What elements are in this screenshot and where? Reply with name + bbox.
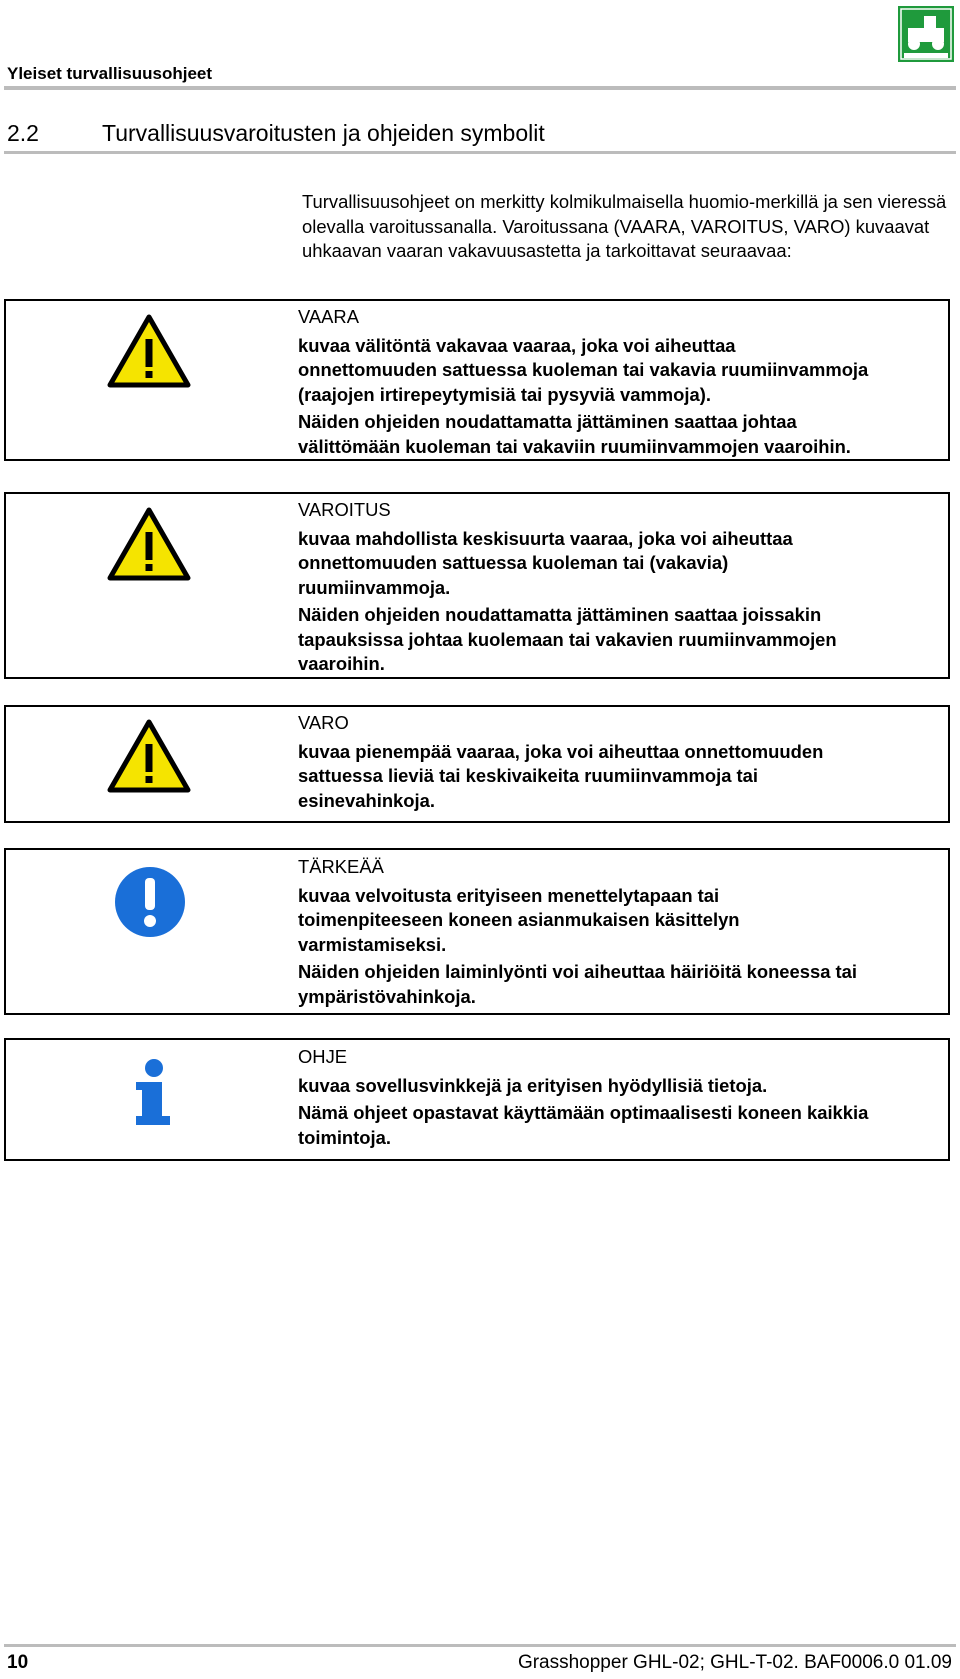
heading-rule bbox=[4, 151, 956, 154]
warning-triangle-icon bbox=[106, 718, 192, 794]
note-line: kuvaa velvoitusta erityiseen menettelytapaan tai bbox=[298, 884, 720, 906]
note-line: Näiden ohjeiden noudattamatta jättäminen saattaa joissakin bbox=[298, 604, 822, 625]
footer-rule bbox=[4, 1644, 956, 1647]
note-line: ympäristövahinkoja. bbox=[298, 985, 476, 1007]
note-text-vaara bbox=[298, 305, 958, 459]
note-line: kuvaa pienempää vaaraa, joka voi aiheuttaa onnettomuuden bbox=[298, 740, 824, 762]
note-title: TÄRKEÄÄ bbox=[298, 856, 384, 877]
note-line: vaaroihin. bbox=[298, 653, 385, 674]
note-line: onnettomuuden sattuessa kuoleman tai (vakavia) bbox=[298, 552, 729, 573]
info-icon bbox=[132, 1058, 172, 1126]
section-title: Turvallisuusvaroitusten ja ohjeiden symbolit bbox=[102, 120, 545, 146]
note-text-ohje bbox=[298, 1045, 958, 1150]
section-heading bbox=[7, 120, 545, 147]
note-title: VARO bbox=[298, 712, 349, 733]
note-text-varoitus bbox=[298, 498, 958, 677]
header-rule bbox=[4, 86, 956, 90]
note-text-varo bbox=[298, 711, 958, 813]
intro-paragraph: Turvallisuusohjeet on merkitty kolmikulmaisella huomio-merkillä ja sen vieressä olevalla varoitussanalla. Varoitussana (VAARA, VAROITUS, VARO) kuvaavat uhkaavan vaaran vakavuusastetta ja tarkoittavat seuraavaa: bbox=[302, 191, 947, 261]
note-line: esinevahinkoja. bbox=[298, 789, 435, 811]
document-reference: Grasshopper GHL-02; GHL-T-02. BAF0006.0 01.09 bbox=[517, 1652, 952, 1673]
note-title: VAARA bbox=[298, 306, 359, 327]
note-line: kuvaa sovellusvinkkejä ja erityisen hyödyllisiä tietoja. bbox=[298, 1074, 768, 1096]
note-line: toimintoja. bbox=[298, 1126, 391, 1148]
note-line: Näiden ohjeiden noudattamatta jättäminen saattaa johtaa bbox=[298, 411, 797, 432]
note-line: varmistamiseksi. bbox=[298, 933, 447, 955]
warning-triangle-icon bbox=[106, 506, 192, 582]
running-header: Yleiset turvallisuusohjeet bbox=[7, 64, 213, 83]
note-line: sattuessa lieviä tai keskivaikeita ruumiinvammoja tai bbox=[298, 765, 758, 786]
amazone-logo bbox=[898, 6, 954, 62]
exclamation-circle-icon bbox=[114, 866, 186, 938]
note-line: (raajojen irtirepeytymisiä tai pysyviä vammoja). bbox=[298, 383, 711, 405]
note-title: OHJE bbox=[298, 1046, 348, 1067]
note-line: Nämä ohjeet opastavat käyttämään optimaalisesti koneen kaikkia bbox=[298, 1102, 869, 1123]
note-line: Näiden ohjeiden laiminlyönti voi aiheuttaa häiriöitä koneessa tai bbox=[298, 961, 858, 982]
note-text-tarkeaa bbox=[298, 855, 958, 1009]
note-line: tapauksissa johtaa kuolemaan tai vakavien ruumiinvammojen bbox=[298, 628, 837, 650]
note-line: onnettomuuden sattuessa kuoleman tai vakavia ruumiinvammoja bbox=[298, 359, 869, 380]
note-line: kuvaa mahdollista keskisuurta vaaraa, joka voi aiheuttaa bbox=[298, 527, 793, 549]
note-line: kuvaa välitöntä vakavaa vaaraa, joka voi aiheuttaa bbox=[298, 334, 736, 356]
note-line: toimenpiteeseen koneen asianmukaisen käsittelyn bbox=[298, 909, 740, 930]
note-line: ruumiinvammoja. bbox=[298, 576, 451, 598]
page-number: 10 bbox=[7, 1652, 29, 1673]
note-title: VAROITUS bbox=[298, 499, 391, 520]
note-line: välittömään kuoleman tai vakaviin ruumiinvammojen vaaroihin. bbox=[298, 435, 851, 457]
section-number: 2.2 bbox=[7, 120, 39, 146]
warning-triangle-icon bbox=[106, 313, 192, 389]
